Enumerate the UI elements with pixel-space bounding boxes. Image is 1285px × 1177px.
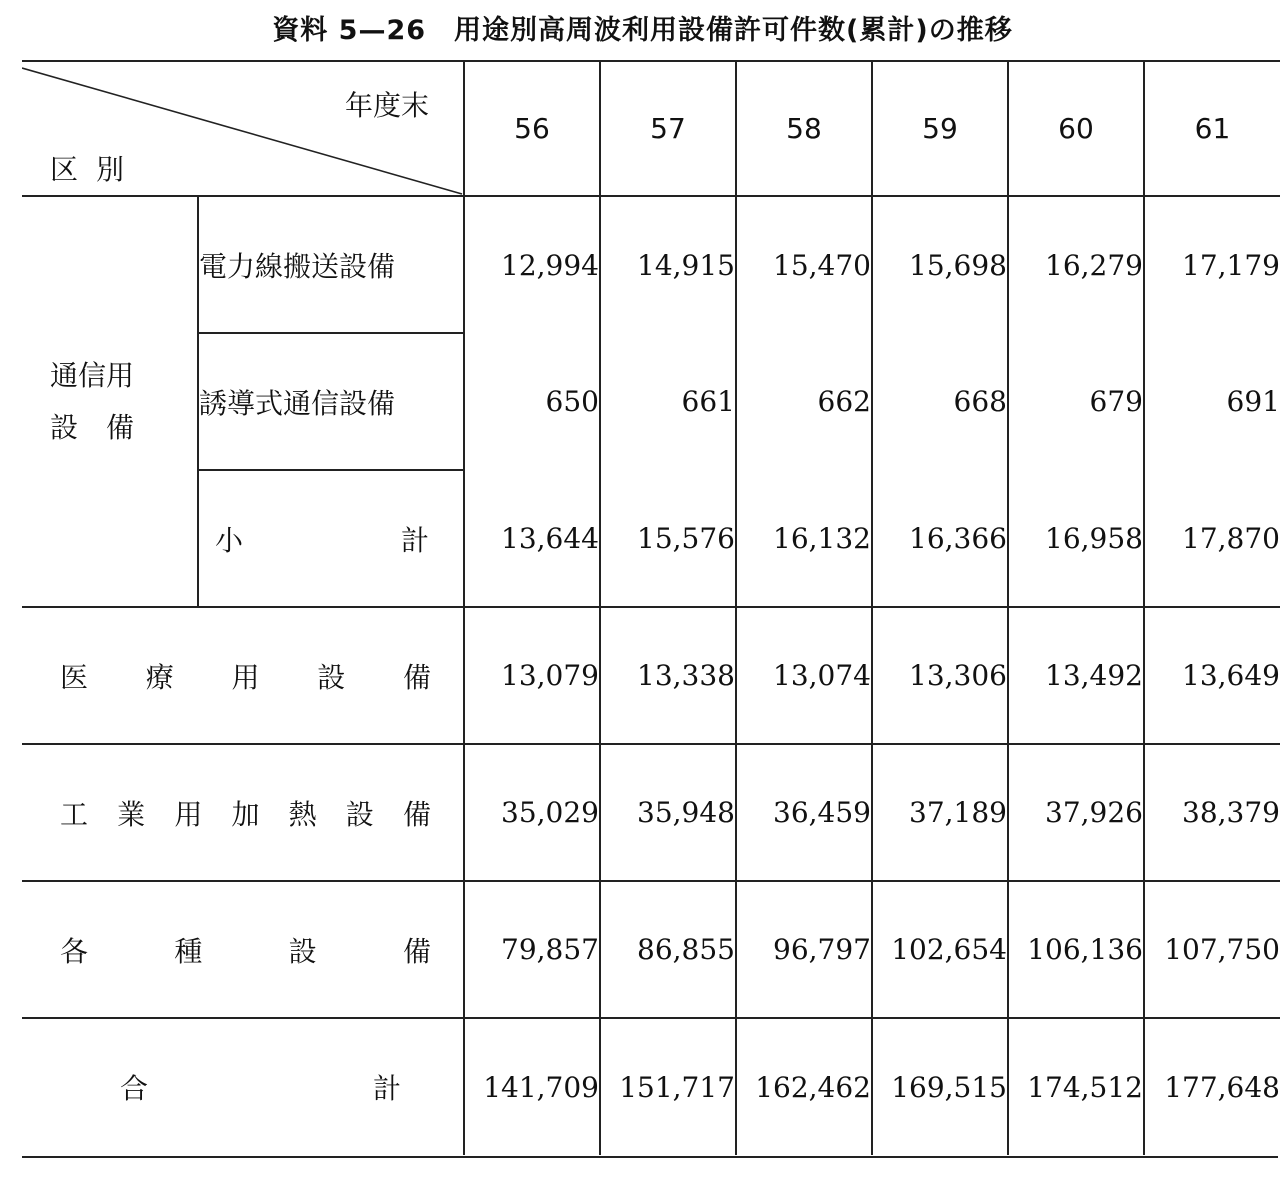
table-row <box>22 333 1280 470</box>
year-header: 58 <box>736 61 872 196</box>
row-label-subtotal: 小 計 <box>198 470 464 607</box>
table-cell: 661 <box>600 333 736 470</box>
table-cell: 79,857 <box>464 881 600 1018</box>
table-cell: 36,459 <box>736 744 872 881</box>
table-cell: 13,649 <box>1144 607 1280 744</box>
table-cell: 14,915 <box>600 196 736 333</box>
row-label-medical: 医 療 用 設 備 <box>22 607 464 744</box>
table-cell: 13,644 <box>464 470 600 607</box>
table-cell: 17,870 <box>1182 521 1280 555</box>
table-row <box>22 881 1280 1018</box>
table-cell: 162,462 <box>736 1018 872 1155</box>
table-cell: 16,366 <box>872 470 1008 607</box>
license-count-table <box>22 60 1280 1155</box>
table-cell: 16,958 <box>1008 470 1144 607</box>
table-cell: 174,512 <box>1008 1018 1144 1155</box>
group-label-communication: 通信用 設 備 <box>22 196 198 607</box>
table-cell: 17,179 <box>1144 196 1280 333</box>
table-row <box>22 607 1280 744</box>
table-cell: 169,515 <box>872 1018 1008 1155</box>
table-row <box>22 196 1280 333</box>
corner-label-category: 区別 <box>50 153 143 186</box>
table-cell: 16,132 <box>736 470 872 607</box>
year-header: 60 <box>1008 61 1144 196</box>
table-cell: 37,926 <box>1008 744 1144 881</box>
table-cell: 679 <box>1008 333 1144 470</box>
table-cell: 35,948 <box>600 744 736 881</box>
row-label: 誘導式通信設備 <box>198 333 464 470</box>
table-cell: 662 <box>736 333 872 470</box>
table-cell: 96,797 <box>736 881 872 1018</box>
table-row-total <box>22 1018 1280 1155</box>
row-label: 電力線搬送設備 <box>198 196 464 333</box>
table-cell: 37,189 <box>872 744 1008 881</box>
year-header: 59 <box>872 61 1008 196</box>
table-cell: 38,379 <box>1144 744 1280 881</box>
table-cell: 15,470 <box>736 196 872 333</box>
table-cell: 86,855 <box>600 881 736 1018</box>
table-row <box>22 744 1280 881</box>
table-cell: 668 <box>872 333 1008 470</box>
year-header: 57 <box>600 61 736 196</box>
table-cell: 12,994 <box>464 196 600 333</box>
year-header: 56 <box>464 61 600 196</box>
table-cell: 151,717 <box>600 1018 736 1155</box>
header-row <box>22 61 1280 196</box>
table-cell: 107,750 <box>1144 881 1280 1018</box>
corner-cell <box>22 61 464 196</box>
table-cell: 13,338 <box>600 607 736 744</box>
table-cell: 691 <box>1226 385 1280 418</box>
table-cell: 13,306 <box>872 607 1008 744</box>
table-cell: 15,698 <box>872 196 1008 333</box>
table-title: 資料 5—26 用途別高周波利用設備許可件数(累計)の推移 <box>272 15 1013 46</box>
table-cell: 141,709 <box>464 1018 600 1155</box>
table-cell: 102,654 <box>872 881 1008 1018</box>
row-label-various: 各 種 設 備 <box>22 881 464 1018</box>
row-label-industrial: 工 業 用 加 熱 設 備 <box>22 744 464 881</box>
row-label-total: 合 計 <box>22 1018 464 1155</box>
table-row <box>22 470 1280 607</box>
table-cell: 35,029 <box>464 744 600 881</box>
corner-label-year-end: 年度末 <box>344 89 429 122</box>
table-cell: 13,492 <box>1008 607 1144 744</box>
table-cell: 177,648 <box>1144 1018 1280 1155</box>
year-header: 61 <box>1144 61 1280 196</box>
table-cell: 13,079 <box>464 607 600 744</box>
table-cell: 15,576 <box>600 470 736 607</box>
table-cell: 650 <box>464 333 600 470</box>
table-cell: 106,136 <box>1008 881 1144 1018</box>
table-cell: 16,279 <box>1008 196 1144 333</box>
table-cell: 13,074 <box>736 607 872 744</box>
bottom-rule <box>22 1156 1278 1158</box>
